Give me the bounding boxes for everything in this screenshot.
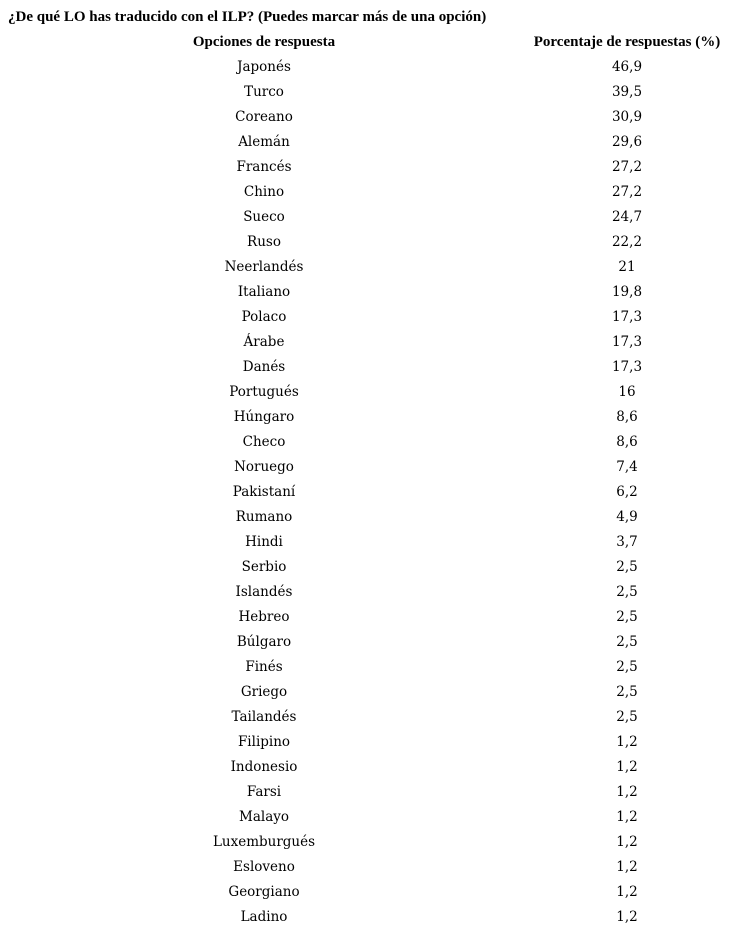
table-row (0, 455, 737, 480)
percentage-cell: 39,5 (611, 84, 643, 100)
table-row (0, 680, 737, 705)
column-header-option: Opciones de respuesta (192, 34, 336, 50)
percentage-cell: 3,7 (616, 534, 638, 550)
option-cell: Italiano (237, 284, 291, 300)
percentage-cell: 6,2 (616, 484, 638, 500)
option-cell: Neerlandés (224, 259, 304, 275)
table-row (0, 405, 737, 430)
percentage-cell: 2,5 (616, 634, 638, 650)
table-row (0, 780, 737, 805)
percentage-cell: 7,4 (616, 459, 638, 475)
option-cell: Hindi (245, 534, 283, 550)
percentage-cell: 2,5 (616, 684, 638, 700)
table-row (0, 830, 737, 855)
response-table (0, 30, 737, 930)
table-row (0, 705, 737, 730)
table-row (0, 80, 737, 105)
table-row (0, 730, 737, 755)
percentage-cell: 29,6 (611, 134, 643, 150)
percentage-cell: 46,9 (611, 59, 643, 75)
table-header-row (0, 30, 737, 55)
percentage-cell: 24,7 (611, 209, 643, 225)
percentage-cell: 17,3 (611, 359, 643, 375)
percentage-cell: 27,2 (611, 184, 643, 200)
option-cell: Tailandés (231, 709, 297, 725)
option-cell: Filipino (237, 734, 291, 750)
percentage-cell: 19,8 (611, 284, 643, 300)
percentage-cell: 4,9 (616, 509, 638, 525)
percentage-cell: 1,2 (616, 784, 638, 800)
table-row (0, 280, 737, 305)
table-row (0, 855, 737, 880)
percentage-cell: 17,3 (611, 334, 643, 350)
option-cell: Ladino (240, 909, 288, 925)
table-row (0, 55, 737, 80)
percentage-cell: 1,2 (616, 909, 638, 925)
table-row (0, 905, 737, 930)
option-cell: Rumano (235, 509, 293, 525)
percentage-cell: 1,2 (616, 734, 638, 750)
table-row (0, 505, 737, 530)
option-cell: Indonesio (230, 759, 298, 775)
percentage-cell: 2,5 (616, 609, 638, 625)
percentage-cell: 30,9 (611, 109, 643, 125)
table-row (0, 880, 737, 905)
percentage-cell: 16 (618, 384, 636, 400)
option-cell: Polaco (241, 309, 287, 325)
option-cell: Danés (242, 359, 286, 375)
table-row (0, 480, 737, 505)
percentage-cell: 2,5 (616, 584, 638, 600)
table-row (0, 630, 737, 655)
percentage-cell: 2,5 (616, 559, 638, 575)
table-row (0, 380, 737, 405)
percentage-cell: 1,2 (616, 859, 638, 875)
table-row (0, 805, 737, 830)
percentage-cell: 8,6 (616, 409, 638, 425)
table-row (0, 155, 737, 180)
percentage-cell: 1,2 (616, 884, 638, 900)
option-cell: Luxemburgués (212, 834, 316, 850)
percentage-cell: 8,6 (616, 434, 638, 450)
table-row (0, 605, 737, 630)
table-row (0, 330, 737, 355)
option-cell: Malayo (239, 809, 289, 825)
table-row (0, 305, 737, 330)
table-row (0, 205, 737, 230)
percentage-cell: 1,2 (616, 809, 638, 825)
percentage-cell: 17,3 (611, 309, 643, 325)
option-cell: Turco (244, 84, 284, 100)
option-cell: Chino (243, 184, 285, 200)
column-header-percentage: Porcentaje de respuestas (%) (533, 34, 721, 50)
option-cell: Sueco (243, 209, 285, 225)
option-cell: Griego (240, 684, 288, 700)
option-cell: Japonés (237, 59, 291, 75)
option-cell: Georgiano (228, 884, 300, 900)
percentage-cell: 1,2 (616, 759, 638, 775)
option-cell: Farsi (246, 784, 282, 800)
option-cell: Húngaro (233, 409, 295, 425)
table-row (0, 130, 737, 155)
table-row (0, 430, 737, 455)
table-row (0, 105, 737, 130)
option-cell: Coreano (235, 109, 293, 125)
option-cell: Finés (245, 659, 283, 675)
table-row (0, 555, 737, 580)
option-cell: Alemán (238, 134, 290, 150)
option-cell: Checo (242, 434, 286, 450)
percentage-cell: 2,5 (616, 659, 638, 675)
option-cell: Árabe (243, 334, 285, 350)
option-cell: Noruego (234, 459, 294, 475)
option-cell: Ruso (247, 234, 281, 250)
table-row (0, 530, 737, 555)
percentage-cell: 1,2 (616, 834, 638, 850)
table-row (0, 655, 737, 680)
table-row (0, 355, 737, 380)
percentage-cell: 21 (618, 259, 636, 275)
table-body (0, 55, 737, 930)
option-cell: Francés (236, 159, 292, 175)
table-row (0, 580, 737, 605)
option-cell: Portugués (229, 384, 299, 400)
table-title: ¿De qué LO has traducido con el ILP? (Puedes marcar más de una opción) (8, 9, 487, 25)
option-cell: Esloveno (233, 859, 295, 875)
percentage-cell: 2,5 (616, 709, 638, 725)
table-row (0, 255, 737, 280)
percentage-cell: 27,2 (611, 159, 643, 175)
option-cell: Islandés (235, 584, 293, 600)
option-cell: Serbio (241, 559, 287, 575)
option-cell: Hebreo (238, 609, 290, 625)
table-row (0, 755, 737, 780)
table-row (0, 230, 737, 255)
percentage-cell: 22,2 (611, 234, 643, 250)
option-cell: Búlgaro (236, 634, 292, 650)
option-cell: Pakistaní (232, 484, 296, 500)
table-row (0, 180, 737, 205)
